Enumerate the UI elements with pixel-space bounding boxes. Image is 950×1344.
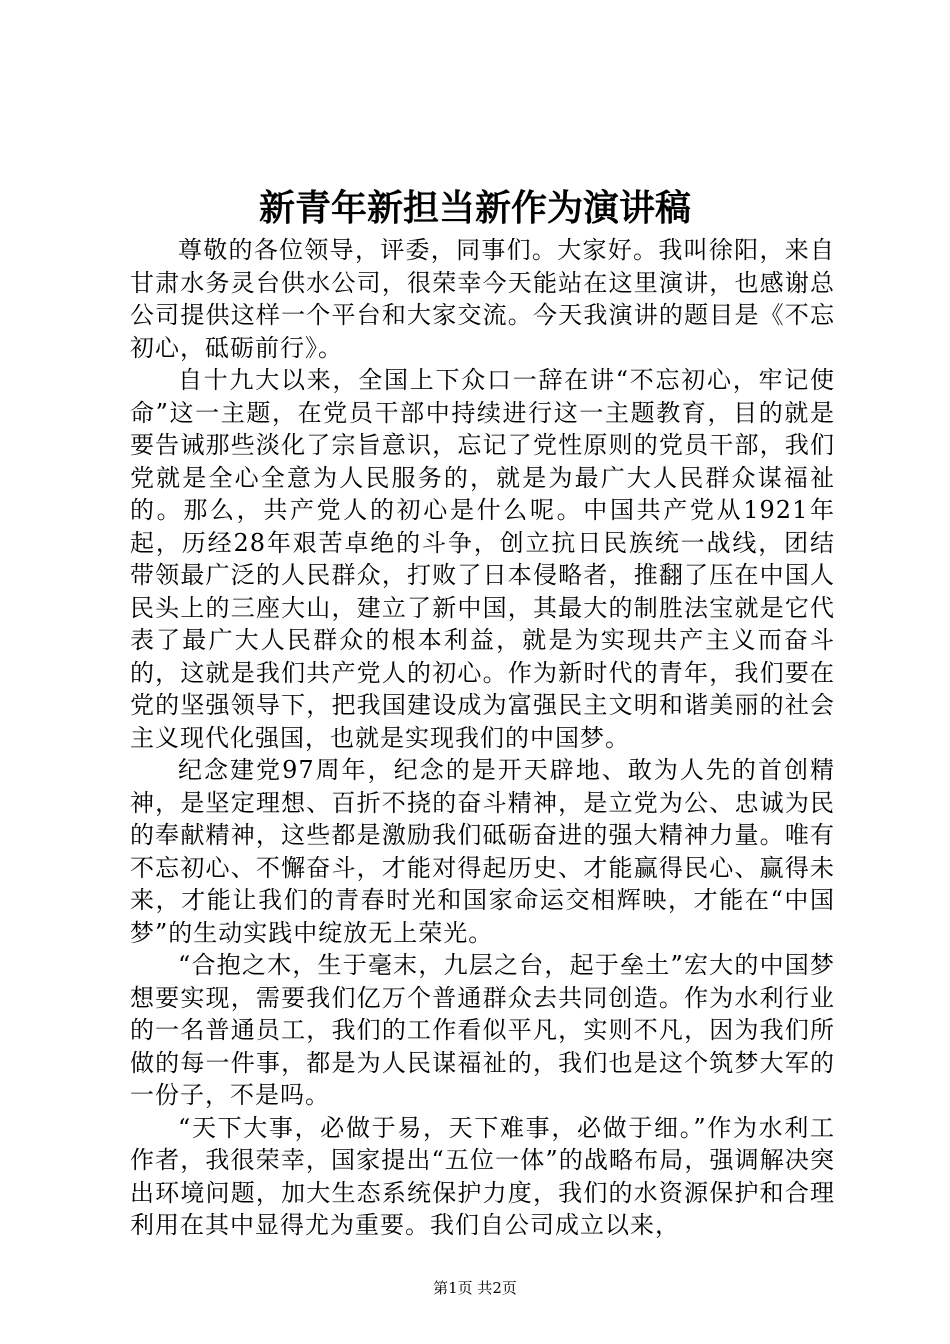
paragraph: 尊敬的各位领导，评委，同事们。大家好。我叫徐阳，来自甘肃水务灵台供水公司，很荣幸今天能站在这里演讲，也感谢总公司提供这样一个平台和大家交流。今天我演讲的题目是《不忘初心，砥砺前行》。: [130, 236, 835, 362]
paragraph: “合抱之木，生于毫末，九层之台，起于垒土”宏大的中国梦想要实现，需要我们亿万个普通群众去共同创造。作为水利行业的一名普通员工，我们的工作看似平凡，实则不凡，因为我们所做的每一件事，都是为人民谋福祉的，我们也是这个筑梦大军的一份子，不是吗。: [130, 951, 835, 1109]
page-footer: 第1页 共2页: [433, 1279, 517, 1297]
document-body: [130, 234, 835, 1242]
paragraph: “天下大事，必做于易，天下难事，必做于细。”作为水利工作者，我很荣幸，国家提出“五位一体”的战略布局，强调解决突出环境问题，加大生态系统保护力度，我们的水资源保护和合理利用在其中显得尤为重要。我们自公司成立以来，: [130, 1113, 835, 1239]
document-title: 新青年新担当新作为演讲稿: [258, 187, 691, 229]
paragraph: 纪念建党97周年，纪念的是开天辟地、敢为人先的首创精神，是坚定理想、百折不挠的奋斗精神，是立党为公、忠诚为民的奉献精神，这些都是激励我们砥砺奋进的强大精神力量。唯有不忘初心、不懈奋斗，才能对得起历史、才能赢得民心、赢得未来，才能让我们的青春时光和国家命运交相辉映，才能在“中国梦”的生动实践中绽放无上荣光。: [130, 756, 835, 947]
paragraph: 自十九大以来，全国上下众口一辞在讲“不忘初心，牢记使命”这一主题，在党员干部中持续进行这一主题教育，目的就是要告诫那些淡化了宗旨意识，忘记了党性原则的党员干部，我们党就是全心全意为人民服务的，就是为最广大人民群众谋福祉的。那么，共产党人的初心是什么呢。中国共产党从1921年起，历经28年艰苦卓绝的斗争，创立抗日民族统一战线，团结带领最广泛的人民群众，打败了日本侵略者，推翻了压在中国人民头上的三座大山，建立了新中国，其最大的制胜法宝就是它代表了最广大人民群众的根本利益，就是为实现共产主义而奋斗的，这就是我们共产党人的初心。作为新时代的青年，我们要在党的坚强领导下，把我国建设成为富强民主文明和谐美丽的社会主义现代化强国，也就是实现我们的中国梦。: [130, 366, 835, 752]
